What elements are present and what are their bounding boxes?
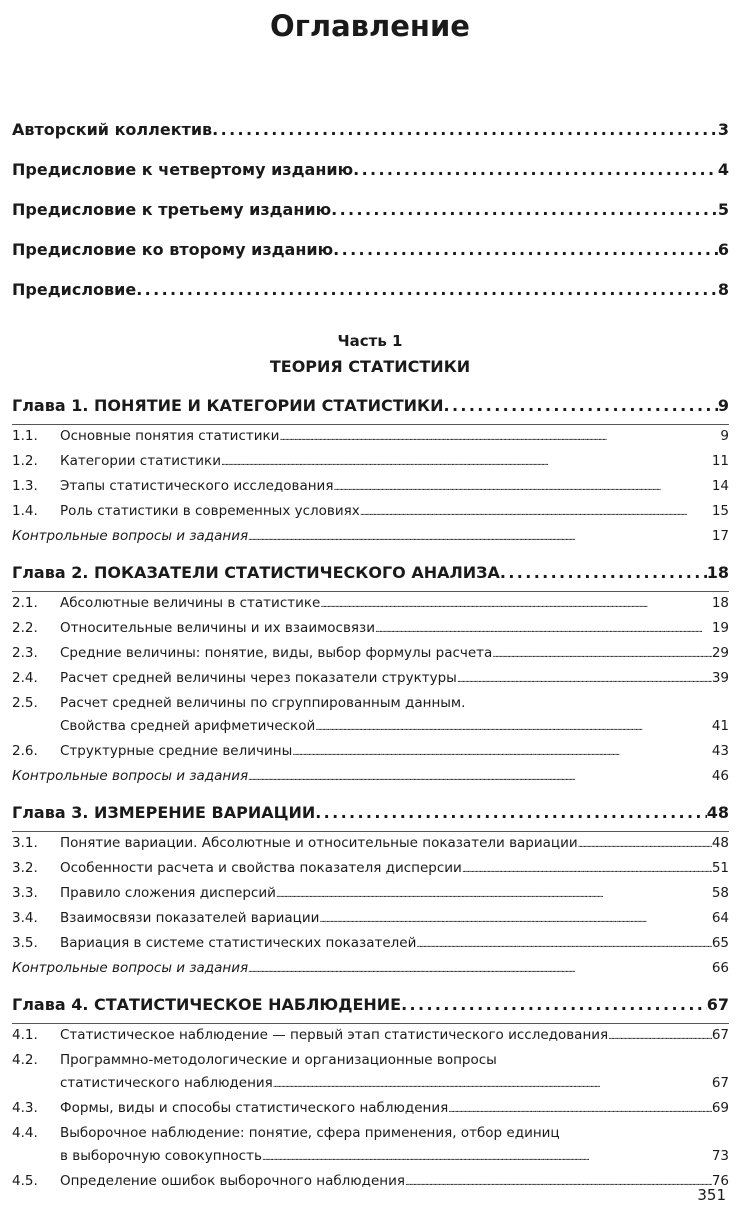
front-entry-preface-2: [12, 240, 729, 280]
entry-page: 3: [717, 120, 729, 139]
entry-page: 43: [711, 743, 729, 759]
entry-page: 11: [711, 453, 729, 469]
entry-label: Формы, виды и способы статистического наблюдения: [60, 1100, 449, 1116]
page-number: 351: [697, 1186, 726, 1204]
page-title: Оглавление: [270, 9, 470, 43]
questions-entry: [12, 765, 729, 790]
entry-label: Понятие вариации. Абсолютные и относительные показатели вариации: [60, 835, 578, 851]
toc-entry: [12, 1170, 729, 1195]
entry-number: 4.5.: [12, 1173, 38, 1189]
entry-label: Категории статистики: [60, 453, 221, 469]
chapter-3-heading: [12, 801, 729, 831]
entry-label: Структурные средние величины: [60, 743, 293, 759]
toc-entry-line2: [12, 715, 729, 740]
entry-number: 3.3.: [12, 885, 38, 901]
entry-number: 3.1.: [12, 835, 38, 851]
chapter-1-heading: [12, 394, 729, 424]
entry-label-continued: статистического наблюдения: [60, 1075, 273, 1091]
entry-label: Предисловие: [12, 280, 137, 299]
front-entry-preface-4: [12, 160, 729, 200]
entry-number: 1.1.: [12, 428, 38, 444]
entry-number: 3.4.: [12, 910, 38, 926]
entry-page: 65: [711, 935, 729, 951]
entry-page: 76: [711, 1173, 729, 1189]
entry-page: 17: [711, 528, 729, 544]
toc-entry: [12, 450, 729, 475]
entry-label: Авторский коллектив: [12, 120, 213, 139]
chapter-title: Глава 4. СТАТИСТИЧЕСКОЕ НАБЛЮДЕНИЕ: [12, 995, 402, 1014]
questions-entry: [12, 957, 729, 982]
toc-entry: [12, 500, 729, 525]
entry-label: Выборочное наблюдение: понятие, сфера применения, отбор единиц: [60, 1125, 560, 1141]
entry-page: 48: [711, 835, 729, 851]
entry-number: 3.5.: [12, 935, 38, 951]
toc-entry: [12, 475, 729, 500]
entry-label: Расчет средней величины по сгруппированным данным.: [60, 695, 466, 711]
chapter-page: 9: [717, 396, 729, 415]
entry-label: Контрольные вопросы и задания: [12, 768, 249, 784]
entry-page: 73: [711, 1148, 729, 1164]
entry-label: Статистическое наблюдение — первый этап статистического исследования: [60, 1027, 609, 1043]
toc-entry-line1: [12, 1122, 729, 1145]
entry-label: Основные понятия статистики: [60, 428, 280, 444]
toc-entry: [12, 907, 729, 932]
entry-page: 46: [711, 768, 729, 784]
toc-entry: [12, 667, 729, 692]
toc-entry: [12, 1097, 729, 1122]
entry-page: 58: [711, 885, 729, 901]
entry-label: Правило сложения дисперсий: [60, 885, 276, 901]
chapter-title: Глава 3. ИЗМЕРЕНИЕ ВАРИАЦИИ: [12, 803, 316, 822]
entry-number: 1.3.: [12, 478, 38, 494]
chapter-page: 48: [706, 803, 729, 822]
chapter-list: [12, 394, 729, 1195]
entry-page: 51: [711, 860, 729, 876]
toc-entry-line2: [12, 1145, 729, 1170]
entry-page: 19: [711, 620, 729, 636]
entry-number: 4.1.: [12, 1027, 38, 1043]
entry-label: Контрольные вопросы и задания: [12, 960, 249, 976]
entry-number: 4.4.: [12, 1125, 38, 1141]
toc-entry: [12, 740, 729, 765]
entry-label: Вариация в системе статистических показателей: [60, 935, 417, 951]
entry-label-continued: Свойства средней арифметической: [60, 718, 316, 734]
chapter-4-heading: [12, 993, 729, 1023]
entry-number: 2.2.: [12, 620, 38, 636]
front-entry-authors: [12, 120, 729, 160]
chapter-title: Глава 2. ПОКАЗАТЕЛИ СТАТИСТИЧЕСКОГО АНАЛИЗА: [12, 563, 500, 582]
toc-entry-line2: [12, 1072, 729, 1097]
entry-page: 41: [711, 718, 729, 734]
entry-label: Определение ошибок выборочного наблюдения: [60, 1173, 406, 1189]
front-entry-preface: [12, 280, 729, 320]
toc-entry: [12, 617, 729, 642]
entry-page: 8: [717, 280, 729, 299]
front-matter-list: [12, 120, 729, 320]
entry-number: 3.2.: [12, 860, 38, 876]
entry-page: 39: [711, 670, 729, 686]
entry-label-continued: в выборочную совокупность: [60, 1148, 262, 1164]
chapter-2-heading: [12, 561, 729, 591]
entry-label: Абсолютные величины в статистике: [60, 595, 321, 611]
toc-entry: [12, 882, 729, 907]
chapter-title: Глава 1. ПОНЯТИЕ И КАТЕГОРИИ СТАТИСТИКИ: [12, 396, 444, 415]
entry-number: 1.2.: [12, 453, 38, 469]
toc-entry: [12, 425, 729, 450]
entry-label: Предисловие к третьему изданию: [12, 200, 332, 219]
toc-entry: [12, 642, 729, 667]
entry-page: 29: [711, 645, 729, 661]
toc-entry: [12, 592, 729, 617]
entry-number: 2.6.: [12, 743, 38, 759]
entry-label: Взаимосвязи показателей вариации: [60, 910, 320, 926]
entry-number: 4.2.: [12, 1052, 38, 1068]
toc-entry-line1: [12, 1049, 729, 1072]
entry-number: 2.1.: [12, 595, 38, 611]
entry-label: Особенности расчета и свойства показателя дисперсии: [60, 860, 462, 876]
entry-page: 18: [711, 595, 729, 611]
entry-label: Относительные величины и их взаимосвязи: [60, 620, 375, 636]
entry-label: Этапы статистического исследования: [60, 478, 334, 494]
entry-number: 1.4.: [12, 503, 38, 519]
entry-page: 69: [711, 1100, 729, 1116]
toc-entry-line1: [12, 692, 729, 715]
entry-page: 6: [717, 240, 729, 259]
entry-label: Программно-методологические и организационные вопросы: [60, 1052, 497, 1068]
entry-number: 2.3.: [12, 645, 38, 661]
front-entry-preface-3: [12, 200, 729, 240]
toc-entry: [12, 832, 729, 857]
entry-page: 15: [711, 503, 729, 519]
entry-page: 5: [717, 200, 729, 219]
entry-label: Контрольные вопросы и задания: [12, 528, 249, 544]
chapter-page: 67: [706, 995, 729, 1014]
entry-label: Предисловие к четвертому изданию: [12, 160, 354, 179]
entry-number: 2.4.: [12, 670, 38, 686]
entry-page: 9: [720, 428, 729, 444]
entry-label: Расчет средней величины через показатели структуры: [60, 670, 457, 686]
entry-page: 67: [711, 1075, 729, 1091]
toc-entry: [12, 932, 729, 957]
questions-entry: [12, 525, 729, 550]
entry-number: 4.3.: [12, 1100, 38, 1116]
toc-entry: [12, 857, 729, 882]
entry-number: 2.5.: [12, 695, 38, 711]
toc-entry: [12, 1024, 729, 1049]
chapter-page: 18: [706, 563, 729, 582]
entry-label: Роль статистики в современных условиях: [60, 503, 360, 519]
entry-page: 4: [717, 160, 729, 179]
part-number: Часть 1: [337, 332, 403, 350]
part-name: ТЕОРИЯ СТАТИСТИКИ: [269, 357, 471, 376]
entry-page: 67: [711, 1027, 729, 1043]
entry-page: 64: [711, 910, 729, 926]
entry-page: 66: [711, 960, 729, 976]
entry-page: 14: [711, 478, 729, 494]
entry-label: Предисловие ко второму изданию: [12, 240, 334, 259]
entry-label: Средние величины: понятие, виды, выбор формулы расчета: [60, 645, 493, 661]
